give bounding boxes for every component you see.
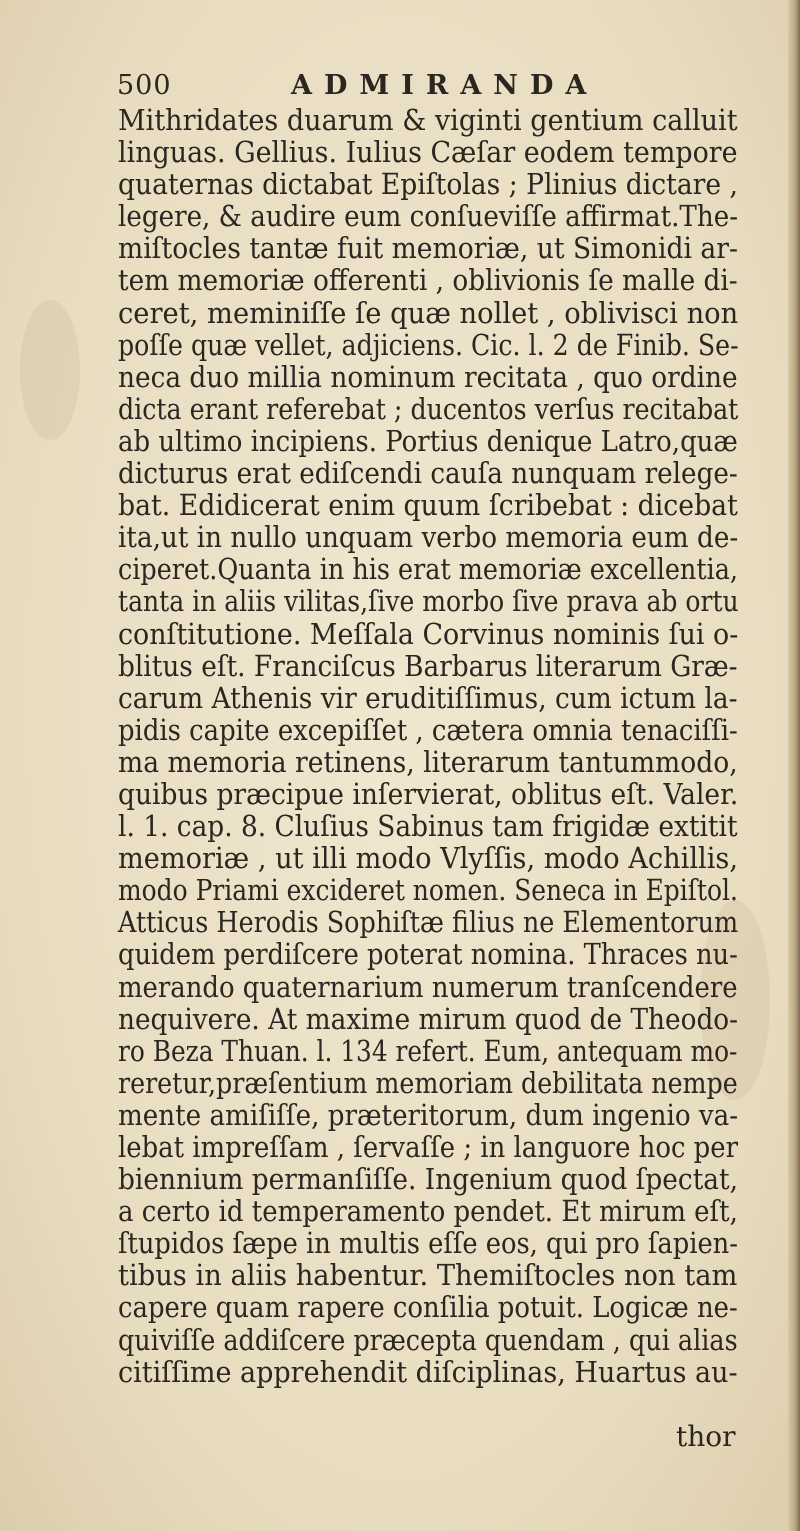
text-line: ciperet.Quanta in his erat memoriæ excellentia, <box>118 552 738 587</box>
text-line: tibus in aliis habentur. Themiſtocles non tam <box>118 1258 738 1293</box>
text-line: ro Beza Thuan. l. 134 refert. Eum, antequam mo- <box>118 1033 738 1068</box>
running-title: ADMIRANDA <box>291 70 599 101</box>
catchword: thor <box>676 1420 736 1453</box>
paper-stain <box>20 300 80 440</box>
text-line: modo Priami excideret nomen. Seneca in Epiſtol. <box>118 873 738 908</box>
text-line: Mithridates duarum & viginti gentium calluit <box>118 103 738 137</box>
text-line: conſtitutione. Meſſala Corvinus nominis ſui o- <box>118 616 739 651</box>
text-line: biennium permanſiſſe. Ingenium quod ſpectat, <box>118 1162 739 1197</box>
text-line: ceret, meminiſſe ſe quæ nollet , oblivisci non <box>118 295 739 330</box>
text-line: tem memoriæ offerenti , oblivionis ſe malle di- <box>118 263 738 298</box>
text-line: ma memoria retinens, literarum tantummodo, <box>118 744 738 779</box>
text-line: quiviſſe addiſcere præcepta quendam , qui alias <box>118 1322 738 1357</box>
text-line: reretur,præſentium memoriam debilitata nempe <box>118 1065 738 1100</box>
text-line: citiſſime apprehendit diſciplinas, Huartus au- <box>118 1354 738 1389</box>
text-line: l. 1. cap. 8. Cluſius Sabinus tam frigidæ extitit <box>118 809 738 844</box>
text-line: miſtocles tantæ fuit memoriæ, ut Simonidi ar- <box>118 231 738 266</box>
text-line: neca duo millia nominum recitata , quo ordine <box>118 359 738 394</box>
text-line: blitus eſt. Franciſcus Barbarus literarum Græ- <box>118 648 738 683</box>
text-line: ſtupidos ſæpe in multis eſſe eos, qui pro ſapien- <box>118 1226 738 1261</box>
text-line: legere, & audire eum conſueviſſe affirmat.The- <box>118 199 739 234</box>
text-line: quaternas dictabat Epiſtolas ; Plinius dictare , <box>118 167 738 202</box>
text-line: Atticus Herodis Sophiſtæ filius ne Elementorum <box>118 905 739 940</box>
text-line: merando quaternarium numerum tranſcendere <box>118 969 738 1004</box>
text-line: dicturus erat ediſcendi cauſa nunquam relege- <box>118 456 738 491</box>
text-line: tanta in aliis vilitas,ſive morbo ſive prava ab ortu <box>118 584 739 619</box>
text-line: linguas. Gellius. Iulius Cæſar eodem tempore <box>118 135 738 170</box>
text-line: bat. Edidicerat enim quum ſcribebat : dicebat <box>118 488 738 523</box>
text-line: carum Athenis vir eruditiſſimus, cum ictum la- <box>118 680 738 715</box>
text-line: quibus præcipue inſervierat, oblitus eſt. Valer. <box>118 776 739 811</box>
text-line: pidis capite excepiſſet , cætera omnia tenaciſſi- <box>118 712 738 747</box>
text-line: dicta erant referebat ; ducentos verſus recitabat <box>118 391 739 426</box>
page-number: 500 <box>117 70 172 101</box>
text-line: poſſe quæ vellet, adjiciens. Cic. l. 2 de Finib. Se- <box>118 327 739 362</box>
page-header <box>117 70 677 104</box>
body-text <box>118 104 738 1388</box>
text-line: mente amiſiſſe, præteritorum, dum ingenio va- <box>118 1097 739 1132</box>
page-gutter-edge <box>788 0 800 1531</box>
text-line: ab ultimo incipiens. Portius denique Latro,quæ <box>118 423 738 458</box>
text-line: a certo id temperamento pendet. Et mirum eſt, <box>118 1194 738 1229</box>
text-line: ita,ut in nullo unquam verbo memoria eum de- <box>118 520 739 555</box>
text-line: lebat impreſſam , ſervaſſe ; in languore hoc per <box>118 1130 738 1164</box>
text-line: quidem perdiſcere poterat nomina. Thraces nu- <box>118 937 738 972</box>
text-line: capere quam rapere conſilia potuit. Logicæ ne- <box>118 1290 738 1325</box>
text-line: memoriæ , ut illi modo Vlyſſis, modo Achillis, <box>118 841 738 876</box>
text-line: nequivere. At maxime mirum quod de Theodo- <box>118 1001 739 1036</box>
